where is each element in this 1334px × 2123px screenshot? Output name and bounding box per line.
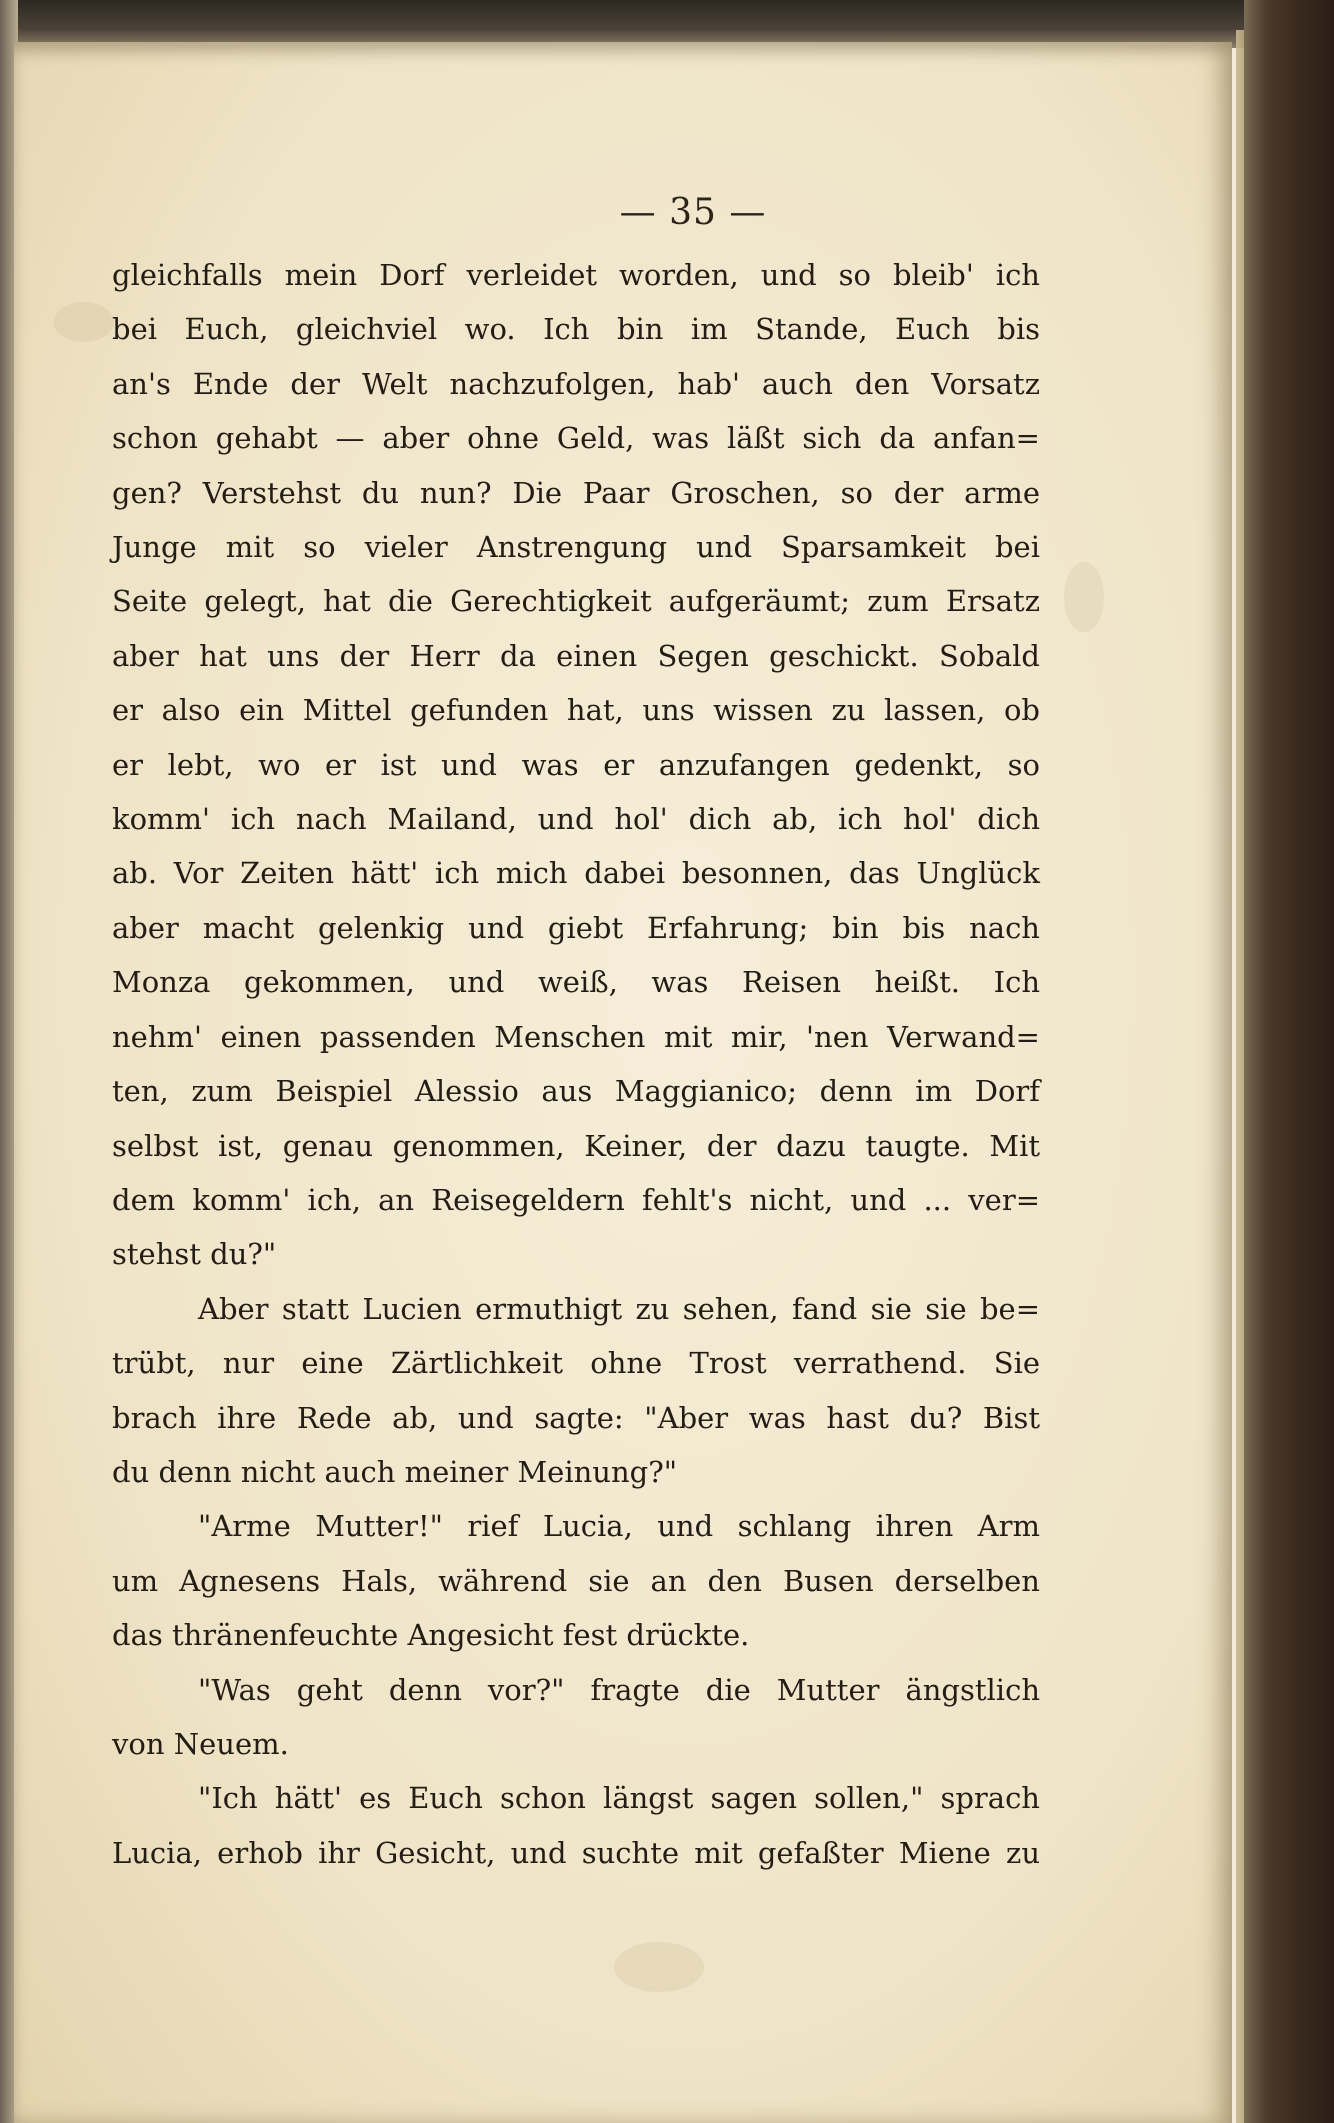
text-line: ab. Vor Zeiten hätt' ich mich dabei besonnen, das Unglück bbox=[112, 856, 1040, 891]
text-line: "Arme Mutter!" rief Lucia, und schlang ihren Arm bbox=[198, 1509, 1040, 1544]
text-line: "Was geht denn vor?" fragte die Mutter ängstlich bbox=[198, 1672, 1040, 1707]
text-line: dem komm' ich, an Reisegeldern fehlt's nicht, und ... ver= bbox=[112, 1182, 1040, 1217]
text-line: das thränenfeuchte Angesicht fest drückte. bbox=[112, 1618, 750, 1653]
book-spine-edge bbox=[1244, 0, 1334, 2123]
text-line: gen? Verstehst du nun? Die Paar Groschen, so der arme bbox=[112, 475, 1040, 510]
text-line: er lebt, wo er ist und was er anzufangen gedenkt, so bbox=[112, 747, 1040, 782]
paper-stain bbox=[1064, 562, 1104, 632]
page-number-header: — 35 — bbox=[619, 192, 767, 233]
text-line: komm' ich nach Mailand, und hol' dich ab, ich hol' dich bbox=[112, 802, 1040, 837]
text-line: er also ein Mittel gefunden hat, uns wissen zu lassen, ob bbox=[112, 693, 1040, 728]
text-line: um Agnesens Hals, während sie an den Busen derselben bbox=[112, 1563, 1040, 1598]
text-line: "Ich hätt' es Euch schon längst sagen sollen," sprach bbox=[198, 1781, 1040, 1816]
text-line: Lucia, erhob ihr Gesicht, und suchte mit gefaßter Miene zu bbox=[112, 1835, 1040, 1870]
text-line: stehst du?" bbox=[112, 1237, 277, 1272]
text-line: Aber statt Lucien ermuthigt zu sehen, fand sie sie be= bbox=[198, 1291, 1040, 1326]
text-line: Junge mit so vieler Anstrengung und Sparsamkeit bei bbox=[112, 530, 1040, 565]
text-line: an's Ende der Welt nachzufolgen, hab' auch den Vorsatz bbox=[112, 366, 1040, 401]
text-line: gleichfalls mein Dorf verleidet worden, und so bleib' ich bbox=[112, 258, 1040, 292]
text-line: ten, zum Beispiel Alessio aus Maggianico; denn im Dorf bbox=[112, 1074, 1040, 1109]
text-line: von Neuem. bbox=[112, 1726, 289, 1761]
text-line: selbst ist, genau genommen, Keiner, der dazu taugte. Mit bbox=[112, 1128, 1040, 1163]
paper-stain bbox=[54, 302, 114, 342]
text-line: Monza gekommen, und weiß, was Reisen heißt. Ich bbox=[112, 965, 1040, 1000]
book-top-edge bbox=[0, 0, 1334, 48]
text-line: schon gehabt — aber ohne Geld, was läßt sich da anfan= bbox=[112, 421, 1040, 456]
text-line: aber macht gelenkig und giebt Erfahrung; bin bis nach bbox=[112, 910, 1040, 945]
text-line: nehm' einen passenden Menschen mit mir, 'nen Verwand= bbox=[112, 1019, 1040, 1054]
body-text bbox=[112, 248, 1040, 1880]
text-line: trübt, nur eine Zärtlichkeit ohne Trost verrathend. Sie bbox=[112, 1346, 1040, 1381]
text-line: bei Euch, gleichviel wo. Ich bin im Stande, Euch bis bbox=[112, 312, 1040, 347]
text-line: brach ihre Rede ab, und sagte: "Aber was hast du? Bist bbox=[112, 1400, 1040, 1435]
text-line: du denn nicht auch meiner Meinung?" bbox=[112, 1454, 678, 1489]
text-line: aber hat uns der Herr da einen Segen geschickt. Sobald bbox=[112, 638, 1040, 673]
text-line: Seite gelegt, hat die Gerechtigkeit aufgeräumt; zum Ersatz bbox=[112, 584, 1040, 619]
paper-stain bbox=[614, 1942, 704, 1992]
